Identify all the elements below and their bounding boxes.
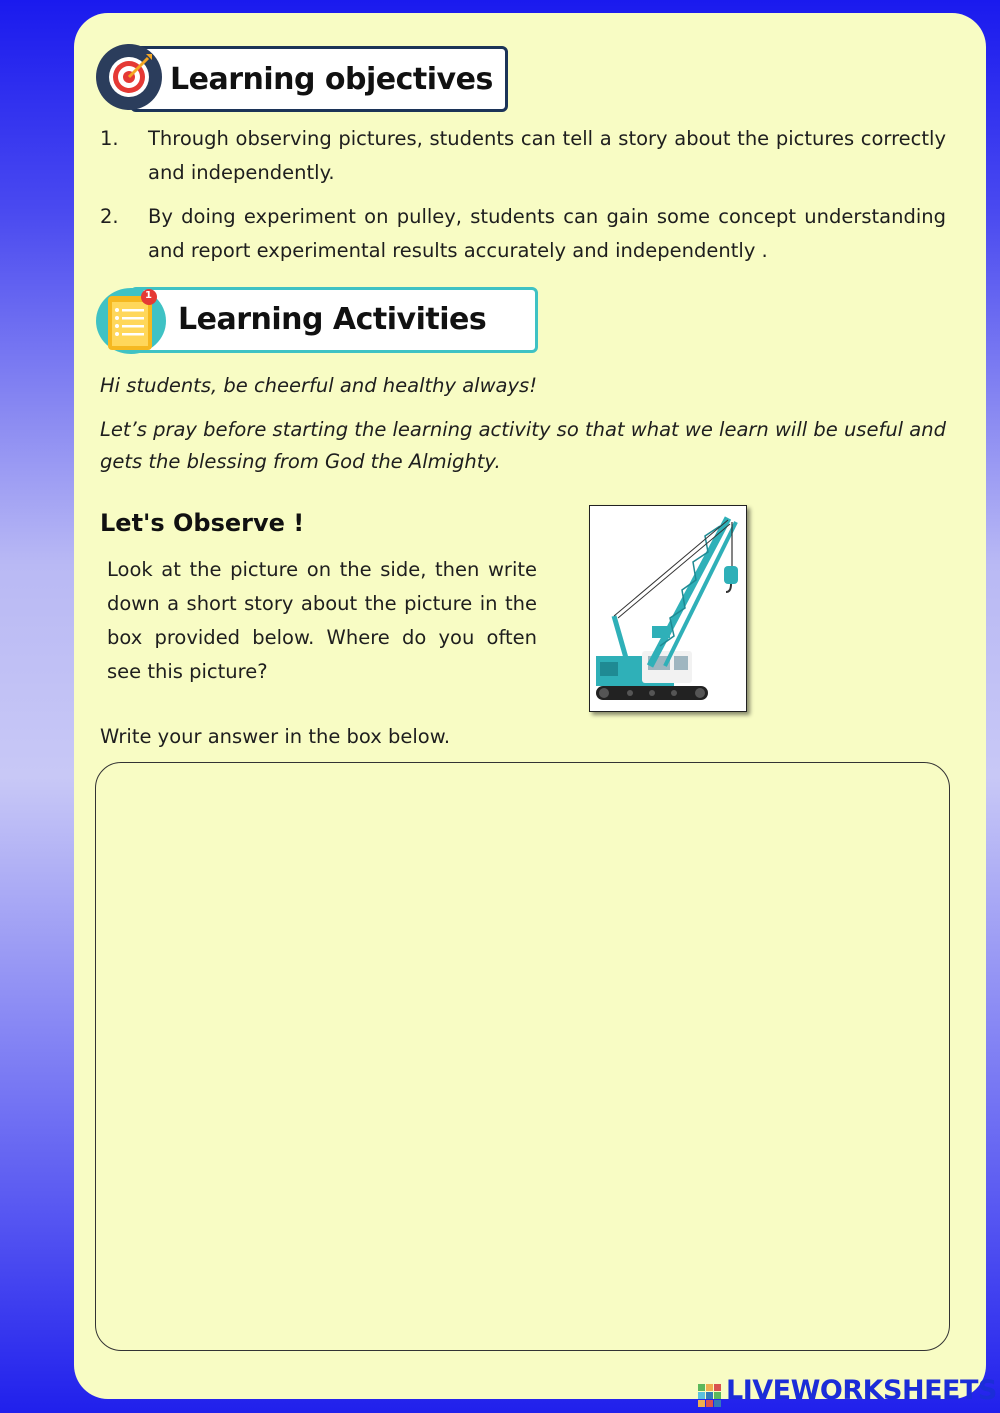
observe-instruction: Look at the picture on the side, then write down a short story about the picture in the box provided below. Where do you often see this picture?: [107, 558, 537, 683]
objective-item-2: [100, 200, 946, 268]
objective-text: Through observing pictures, students can tell a story about the pictures correctly and independently.: [148, 127, 946, 184]
answer-label: Write your answer in the box below.: [100, 725, 451, 748]
crane-picture: [589, 505, 747, 712]
crawler-crane-icon: [590, 506, 746, 711]
checklist-icon: [96, 288, 166, 354]
objective-number: 1.: [100, 127, 119, 150]
objectives-title: Learning objectives: [170, 62, 493, 97]
answer-textbox[interactable]: [95, 762, 950, 1351]
activities-title: Learning Activities: [178, 302, 487, 337]
prayer-text: Let’s pray before starting the learning activity so that what we learn will be useful and gets the blessing from God the Almighty.: [100, 418, 946, 473]
notification-badge: 1: [145, 290, 152, 301]
target-icon: [96, 44, 162, 110]
objective-item-1: [100, 122, 946, 190]
greeting-text: Hi students, be cheerful and healthy always!: [100, 374, 538, 397]
brand-name: LIVEWORKSHEETS: [726, 1375, 997, 1406]
objective-number: 2.: [100, 205, 119, 228]
objective-text: By doing experiment on pulley, students can gain some concept understanding and report experimental results accurately and independently .: [148, 205, 946, 262]
observe-title: Let's Observe !: [100, 509, 305, 537]
